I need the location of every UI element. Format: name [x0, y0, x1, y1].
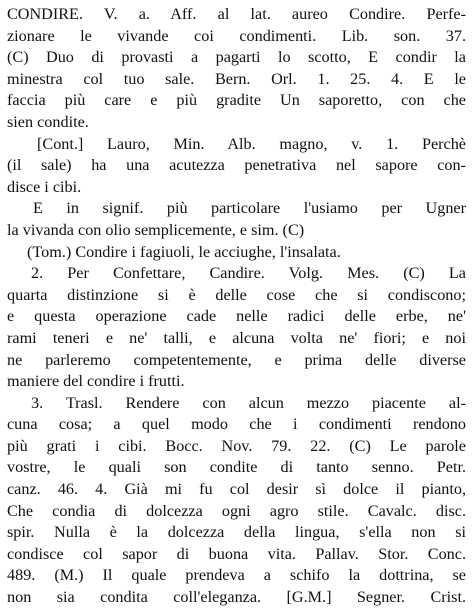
text-line: spir. Nulla è la dolcezza della lingua, s'ella non si — [7, 523, 466, 542]
text-line: zionare le vivande coi condimenti. Lib. son. 37. — [7, 26, 466, 45]
text-line: (C) Duo di provasti a pagarti lo scotto, E condir la — [7, 48, 466, 67]
text-line: Che condia di dolcezza ogni agro stile. Cavalc. disc. — [7, 501, 466, 520]
text-line: sien condite. — [7, 112, 89, 131]
text-line: CONDIRE. V. a. Aff. al lat. aureo Condire. Perfe- — [7, 5, 466, 23]
text-line: faccia più care e più gradite Un saporetto, con che — [7, 91, 466, 110]
entry-condire — [7, 4, 466, 609]
text-line: (il sale) ha una acutezza penetrativa nel sapore con- — [7, 156, 466, 175]
text-line: (Tom.) Condire i fagiuoli, le acciughe, l'insalata. — [27, 242, 341, 261]
text-line: disce i cibi. — [7, 177, 82, 196]
text-line: maniere del condire i frutti. — [7, 372, 185, 391]
text-line: 3. Trasl. Rendere con alcun mezzo piacente al- — [31, 393, 466, 412]
text-line: quarta distinzione si è delle cose che si condiscono; — [7, 285, 466, 304]
text-line: condisce col sapor di buona vita. Pallav. Stor. Conc. — [7, 544, 466, 563]
text-line: 489. (M.) Il quale prendeva a schifo la dottrina, se — [7, 566, 466, 585]
text-line: rami teneri e ne' talli, e alcuna volta ne' fiori; e noi — [7, 328, 466, 347]
text-line: non sia condita coll'eleganza. [G.M.] Segner. Crist. — [7, 588, 466, 607]
text-line: 2. Per Confettare, Candire. Volg. Mes. (C) La — [31, 264, 466, 283]
text-line: e questa operazione cade nelle radici delle erbe, ne' — [7, 307, 466, 326]
text-line: canz. 46. 4. Già mi fu col desir sì dolce il pianto, — [7, 480, 466, 499]
text-line: minestra col tuo sale. Bern. Orl. 1. 25. 4. E le — [7, 69, 466, 88]
text-line: più grati i cibi. Bocc. Nov. 79. 22. (C) Le parole — [7, 436, 466, 455]
text-line: ne parleremo competentemente, e prima delle diverse — [7, 350, 466, 369]
text-line: vostre, le quali son condite di tanto senno. Petr. — [7, 458, 466, 477]
text-line: E in signif. più particolare l'usiamo per Ugner — [33, 199, 466, 218]
text-line: la vivanda con olio semplicemente, e sim. (C) — [7, 220, 305, 239]
text-line: cuna cosa; a quel modo che i condimenti rendono — [7, 415, 466, 434]
text-line: [Cont.] Lauro, Min. Alb. magno, v. 1. Perchè — [37, 134, 466, 153]
